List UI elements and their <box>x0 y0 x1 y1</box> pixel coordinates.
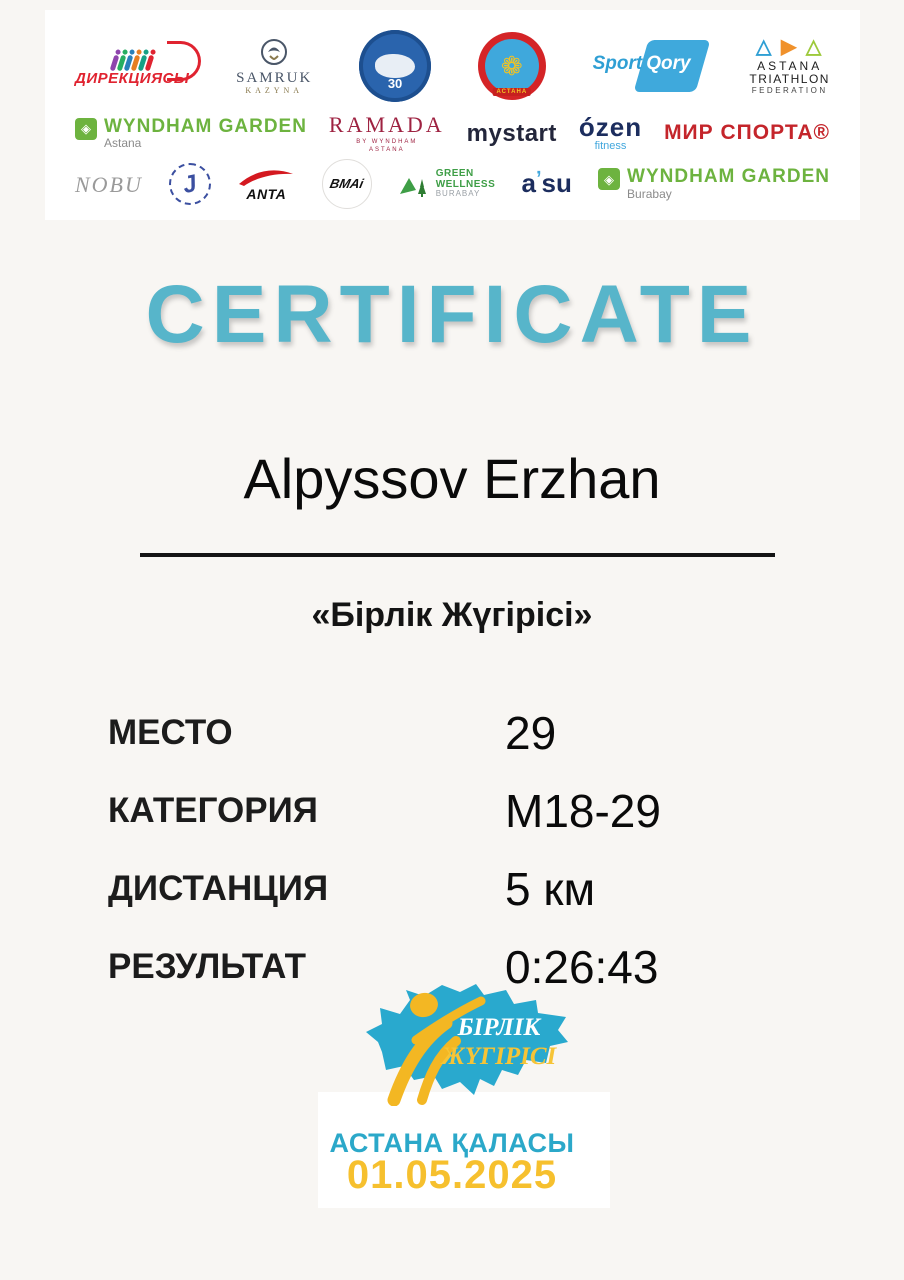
wyndham-garden-city: Astana <box>104 136 142 151</box>
results-table <box>108 694 768 1006</box>
wyndham-garden-burabay-logo <box>598 167 830 201</box>
place-label: МЕСТО <box>108 713 233 752</box>
triathlon-line2: TRIATHLON <box>749 71 830 86</box>
ozen-name: ózen <box>578 111 643 142</box>
asu-logo <box>521 170 571 197</box>
arc-swoosh-icon <box>167 41 201 81</box>
ozen-fitness-logo <box>578 111 643 153</box>
mystart-logo: mystart <box>466 119 557 147</box>
result-row-place <box>108 694 768 772</box>
kazakhstan-map-icon <box>375 54 415 78</box>
event-name: «Бірлік Жүгірісі» <box>311 596 593 634</box>
asu-pre: a <box>521 168 536 199</box>
triangle-green-icon: △ <box>805 36 824 59</box>
ramada-sub2: ASTANA <box>369 146 405 153</box>
sport-directorate-label: ДИРЕКЦИЯСЫ <box>75 70 190 88</box>
wyndham-garden-name: WYNDHAM GARDEN <box>627 166 830 188</box>
name-underline <box>140 553 775 557</box>
emblem-30-number: 30 <box>387 75 403 91</box>
sport-word: Sport <box>592 53 643 75</box>
mountain-tree-icon <box>398 170 430 198</box>
result-row-distance <box>108 850 768 928</box>
ramada-sub1: BY WYNDHAM <box>356 138 418 145</box>
independence-30-emblem <box>359 30 431 102</box>
green-wellness-line3: BURABAY <box>435 189 481 199</box>
joma-swoosh-icon: J <box>180 169 200 199</box>
logo-text-line2: ЖҮГІРІСІ <box>441 1042 557 1070</box>
wyndham-garden-astana-logo <box>75 117 307 151</box>
asu-apostrophe: ʼ <box>535 168 542 191</box>
anta-swoosh-icon <box>237 167 295 187</box>
distance-value: 5 км <box>505 863 596 915</box>
ramada-logo <box>329 113 445 153</box>
category-label: КАТЕГОРИЯ <box>108 791 318 830</box>
qory-word: Qory <box>646 53 691 75</box>
shanyrak-ornament-icon: ❁ <box>500 51 523 82</box>
samruk-bird-icon <box>257 37 291 71</box>
anta-logo <box>237 167 295 202</box>
place-value: 29 <box>505 707 557 759</box>
ozen-fitness-label: fitness <box>594 140 627 153</box>
bmai-logo <box>322 159 372 209</box>
samruk-kazyna-logo <box>236 37 312 95</box>
city-label: АСТАНА ҚАЛАСЫ <box>329 1128 575 1158</box>
nobu-logo: NOBU <box>75 171 143 197</box>
kazyna-label: KAZYNA <box>245 85 304 95</box>
triathlon-line3: FEDERATION <box>751 85 828 95</box>
sponsor-row-1 <box>75 24 830 108</box>
wyndham-garden-icon: ◈ <box>75 118 97 140</box>
logo-text-line1: БІРЛІК <box>457 1014 541 1041</box>
samruk-label: SAMRUK <box>236 70 313 87</box>
triangle-orange-icon: ▶ <box>780 36 799 59</box>
wyndham-garden-name: WYNDHAM GARDEN <box>104 115 307 137</box>
bmai-name: BMAi <box>328 176 365 192</box>
sponsor-row-3 <box>75 158 830 210</box>
participant-name: Alpyssov Erzhan <box>243 447 661 510</box>
astana-ribbon-label: АСТАНА <box>493 88 532 96</box>
wyndham-garden-icon: ◈ <box>598 168 620 190</box>
mir-sporta-logo: МИР СПОРТА® <box>664 121 830 145</box>
sport-qory-logo <box>593 38 703 94</box>
sponsor-row-2 <box>75 108 830 158</box>
event-date: 01.05.2025 <box>346 1153 558 1197</box>
logo-text <box>434 1014 564 1072</box>
certificate-title: CERTIFICATE <box>145 269 759 360</box>
sponsor-logo-band <box>45 10 860 220</box>
result-value: 0:26:43 <box>505 941 659 993</box>
triathlon-line1: ASTANA <box>757 59 823 74</box>
sport-directorate-logo <box>75 45 189 87</box>
green-wellness-burabay-logo <box>398 169 496 198</box>
joma-logo <box>169 163 211 205</box>
anta-name: ANTA <box>246 185 287 202</box>
green-wellness-line1: GREEN <box>435 168 474 180</box>
ramada-name: RAMADA <box>328 112 445 138</box>
triangle-blue-icon: △ <box>756 36 774 59</box>
asu-post: su <box>541 168 572 199</box>
green-wellness-line2: WELLNESS <box>435 178 496 190</box>
astana-city-emblem <box>478 32 546 100</box>
wyndham-garden-city: Burabay <box>627 187 672 202</box>
category-value: М18-29 <box>505 785 661 837</box>
emblem-inner-circle <box>485 39 539 93</box>
birlik-zhugirisi-logo <box>338 980 572 1106</box>
result-label: РЕЗУЛЬТАТ <box>108 947 306 986</box>
distance-label: ДИСТАНЦИЯ <box>108 869 329 908</box>
astana-triathlon-federation-logo <box>749 37 830 95</box>
result-row-category <box>108 772 768 850</box>
runners-icon <box>112 45 152 71</box>
triathlon-triangles-icon <box>756 37 823 57</box>
